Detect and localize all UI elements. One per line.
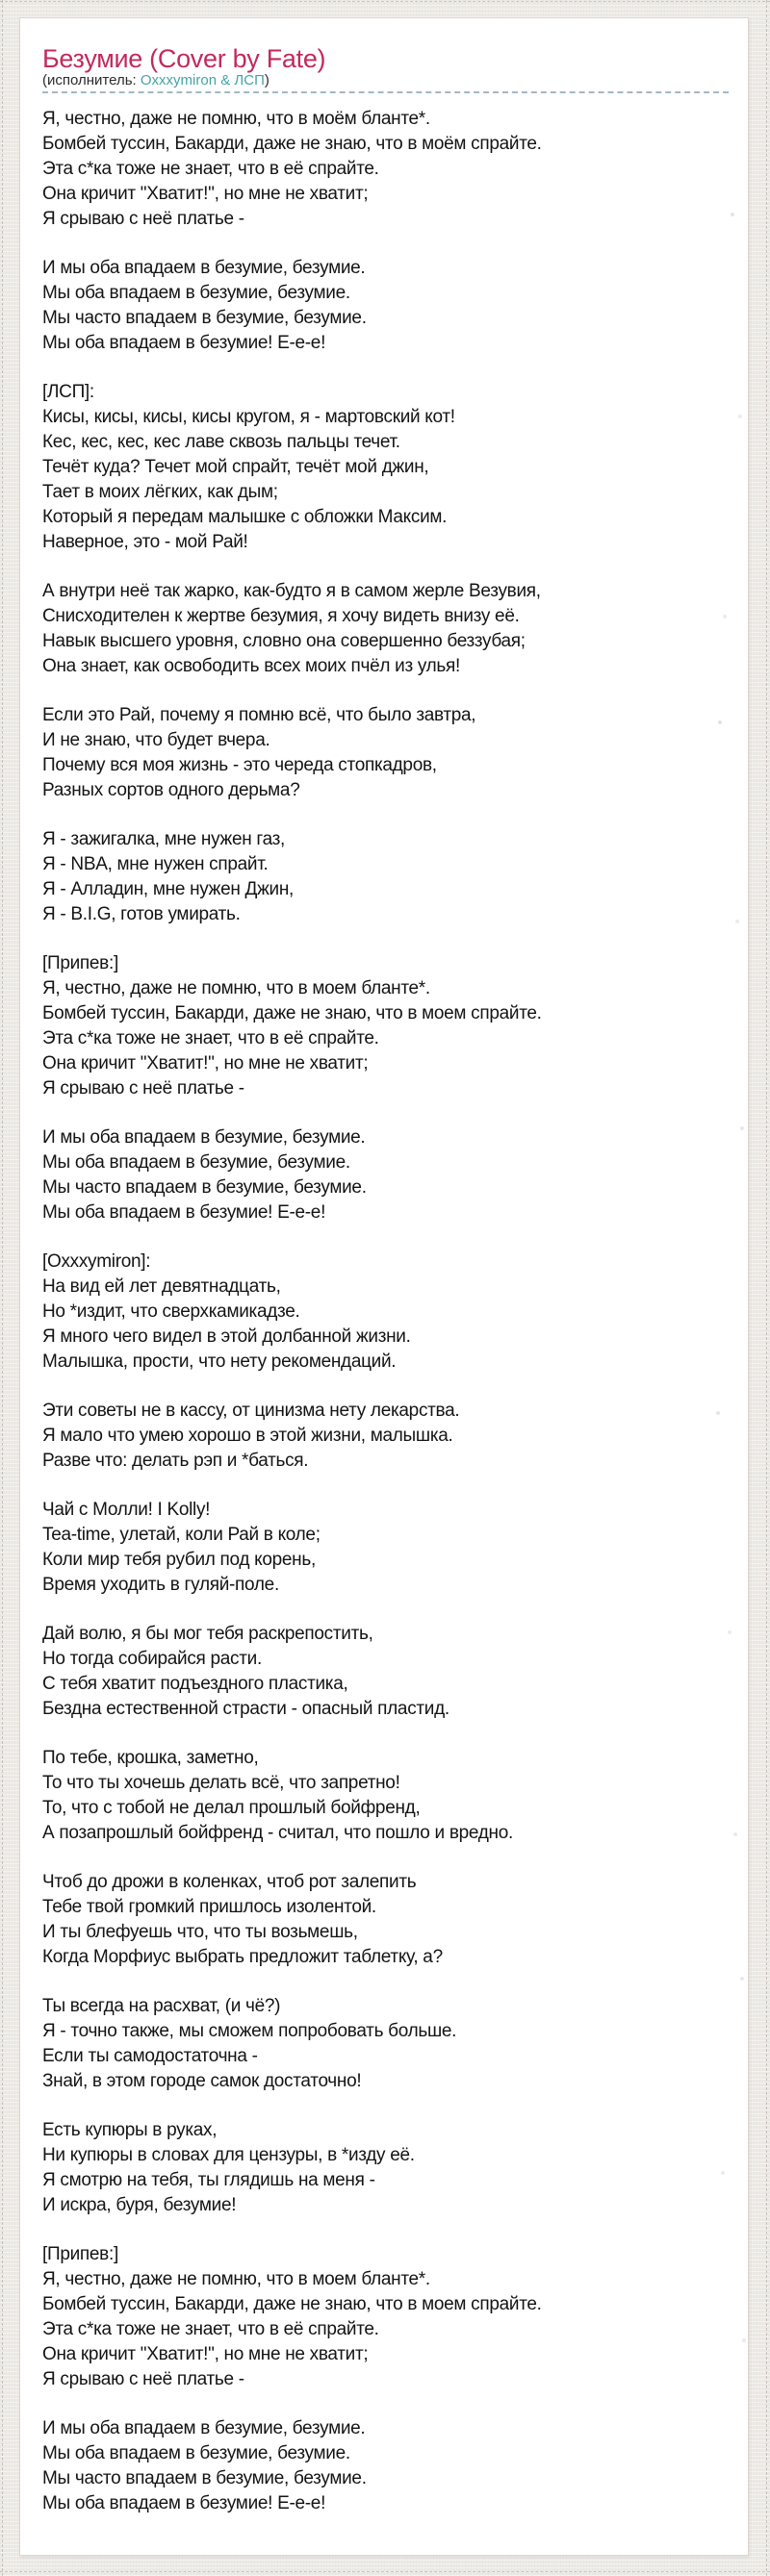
stanza: По тебе, крошка, заметно, То что ты хочешь делать всё, что запретно! То, что с тобой не делал прошлый бойфренд, А позапрошлый бойфренд - считал, что пошло и вредно. bbox=[42, 1748, 513, 1843]
stanza: Дай волю, я бы мог тебя раскрепостить, Но тогда собирайся расти. С тебя хватит подъездного пластика, Бездна естественной страсти - опасный пластид. bbox=[42, 1624, 449, 1719]
stanza: [Oxxxymiron]: На вид ей лет девятнадцать, Но *издит, что сверхкамикадзе. Я много чего видел в этой долбанной жизни. Малышка, прости, что нету рекомендаций. bbox=[42, 1251, 411, 1372]
stanza: [ЛСП]: Кисы, кисы, кисы, кисы кругом, я - мартовский кот! Кес, кес, кес, кес лаве сквозь пальцы течет. Течёт куда? Течет мой спрайт, течёт мой джин, Тает в моих лёгких, как дым; Который я передам малышке с обложки Максим. Наверное, это - мой Рай! bbox=[42, 382, 455, 552]
stitch-border-top bbox=[0, 1, 770, 2]
stanza: Эти советы не в кассу, от цинизма нету лекарства. Я мало что умею хорошо в этой жизни, малышка. Разве что: делать рэп и *баться. bbox=[42, 1401, 460, 1471]
lyrics-card bbox=[19, 17, 749, 2556]
paper-specks bbox=[0, 0, 2, 2]
stanza: [Припев:] Я, честно, даже не помню, что в моем бланте*. Бомбей туссин, Бакарди, даже не знаю, что в моем спрайте. Эта с*ка тоже не знает, что в её спрайте. Она кричит "Хватит!", но мне не хватит; Я срываю с неё платье - bbox=[42, 2244, 542, 2389]
stanza: [Припев:] Я, честно, даже не помню, что в моем бланте*. Бомбей туссин, Бакарди, даже не знаю, что в моем спрайте. Эта с*ка тоже не знает, что в её спрайте. Она кричит "Хватит!", но мне не хватит; Я срываю с неё платье - bbox=[42, 953, 542, 1099]
lyrics-body bbox=[42, 107, 729, 2516]
stanza: Чтоб до дрожи в коленках, чтоб рот залепить Тебе твой громкий пришлось изолентой. И ты блефуешь что, что ты возьмешь, Когда Морфиус выбрать предложит таблетку, а? bbox=[42, 1872, 443, 1967]
stanza: Я, честно, даже не помню, что в моём бланте*. Бомбей туссин, Бакарди, даже не знаю, что в моём спрайте. Эта с*ка тоже не знает, что в её спрайте. Она кричит "Хватит!", но мне не хватит; Я срываю с неё платье - bbox=[42, 109, 542, 229]
stanza: И мы оба впадаем в безумие, безумие. Мы оба впадаем в безумие, безумие. Мы часто впадаем в безумие, безумие. Мы оба впадаем в безумие! Е-е-е! bbox=[42, 2418, 367, 2513]
stanza: Я - зажигалка, мне нужен газ, Я - NBA, мне нужен спрайт. Я - Алладин, мне нужен Джин, Я - B.I.G, готов умирать. bbox=[42, 829, 294, 924]
stanza: И мы оба впадаем в безумие, безумие. Мы оба впадаем в безумие, безумие. Мы часто впадаем в безумие, безумие. Мы оба впадаем в безумие! Е-е-е! bbox=[42, 1127, 367, 1223]
artist-label: (исполнитель: bbox=[42, 72, 141, 88]
stanza: Чай с Молли! I Kolly! Tea-time, улетай, коли Рай в коле; Коли мир тебя рубил под корень, Время уходить в гуляй-поле. bbox=[42, 1500, 321, 1595]
artist-close-paren: ) bbox=[264, 72, 270, 88]
stanza: И мы оба впадаем в безумие, безумие. Мы оба впадаем в безумие, безумие. Мы часто впадаем в безумие, безумие. Мы оба впадаем в безумие! Е-е-е! bbox=[42, 258, 367, 353]
artist-line bbox=[42, 72, 729, 89]
stitch-border-right bbox=[766, 0, 767, 2576]
stanza: Если это Рай, почему я помню всё, что было завтра, И не знаю, что будет вчера. Почему вся моя жизнь - это череда стопкадров, Разных сортов одного дерьма? bbox=[42, 705, 476, 800]
song-title: Безумие (Cover by Fate) bbox=[42, 44, 326, 73]
stitch-border-bottom bbox=[0, 2571, 770, 2572]
stanza: Есть купюры в руках, Ни купюры в словах для цензуры, в *изду её. Я смотрю на тебя, ты глядишь на меня - И искра, буря, безумие! bbox=[42, 2120, 415, 2215]
artist-link[interactable]: Oxxxymiron & ЛСП bbox=[140, 72, 265, 88]
stanza: А внутри неё так жарко, как-будто я в самом жерле Везувия, Снисходителен к жертве безумия, я хочу видеть внизу её. Навык высшего уровня, словно она совершенно беззубая; Она знает, как освободить всех моих пчёл из улья! bbox=[42, 581, 541, 676]
stanza: Ты всегда на расхват, (и чё?) Я - точно также, мы сможем попробовать больше. Если ты самодостаточна - Знай, в этом городе самок достаточно! bbox=[42, 1996, 457, 2091]
stitch-border-left bbox=[2, 0, 3, 2576]
dashed-separator bbox=[42, 91, 729, 93]
